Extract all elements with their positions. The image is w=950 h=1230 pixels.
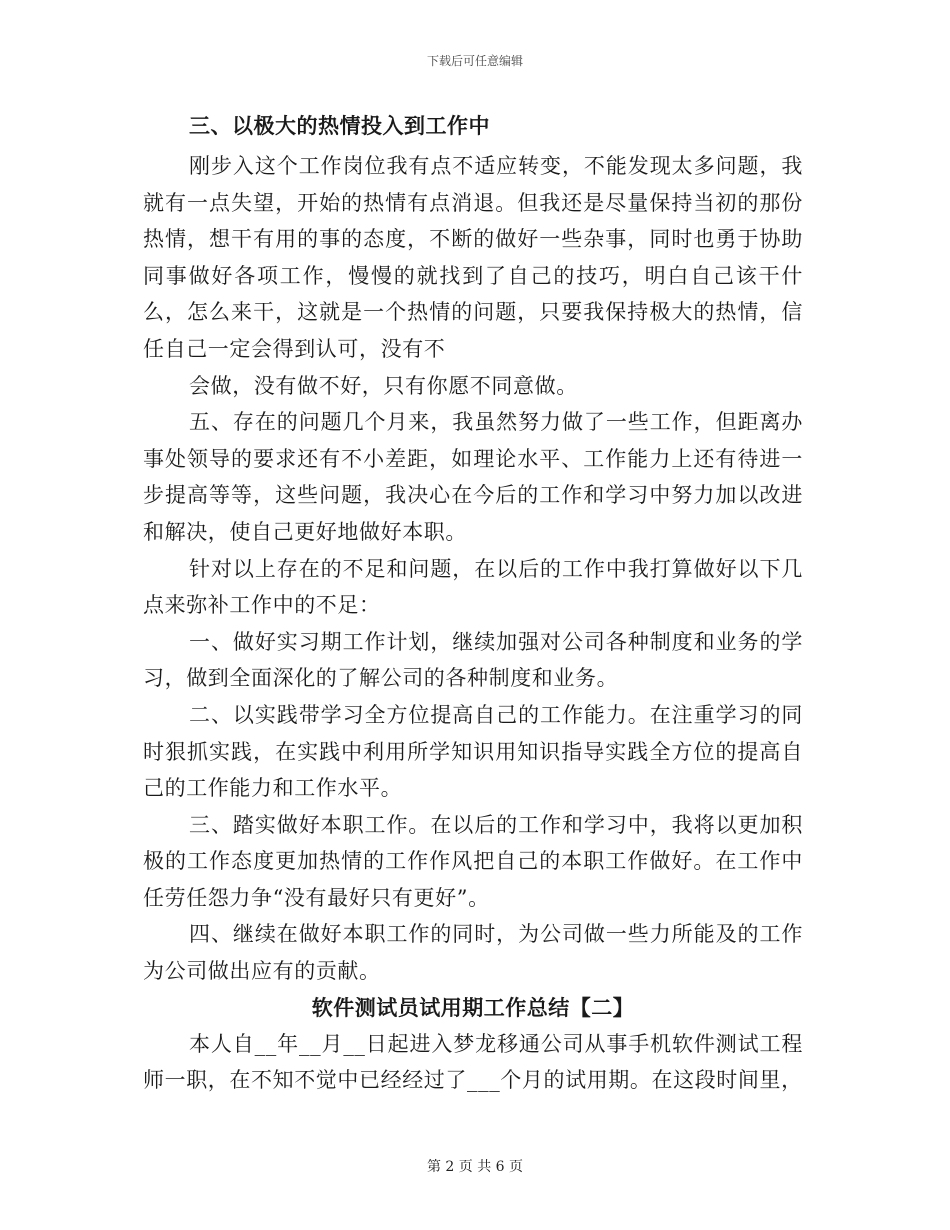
paragraph-plan-4: 四、继续在做好本职工作的同时，为公司做一些力所能及的工作为公司做出应有的贡献。	[143, 922, 803, 984]
paragraph-plan-intro: 针对以上存在的不足和问题，在以后的工作中我打算做好以下几点来弥补工作中的不足：	[143, 556, 803, 618]
document-body	[143, 108, 803, 1099]
header-note: 下载后可任意编辑	[426, 54, 523, 68]
paragraph-plan-3: 三、踏实做好本职工作。在以后的工作和学习中，我将以更加积极的工作态度更加热情的工作作风把自己的本职工作做好。在工作中任劳任怨力争“没有最好只有更好”。	[143, 812, 803, 910]
paragraph-plan-2: 二、以实践带学习全方位提高自己的工作能力。在注重学习的同时狠抓实践，在实践中利用所学知识用知识指导实践全方位的提高自己的工作能力和工作水平。	[143, 702, 803, 801]
section-title: 软件测试员试用期工作总结【二】	[311, 994, 635, 1020]
section-heading: 三、以极大的热情投入到工作中	[189, 113, 490, 138]
paragraph-section-intro: 本人自__年__月__日起进入梦龙移通公司从事手机软件测试工程师一职，在不知不觉中已经经过了___个月的试用期。在这段时间里，	[143, 1031, 803, 1093]
paragraph-problems: 五、存在的问题几个月来，我虽然努力做了一些工作，但距离办事处领导的要求还有不小差距，如理论水平、工作能力上还有待进一步提高等等，这些问题，我决心在今后的工作和学习中努力加以改进和解决，使自己更好地做好本职。	[143, 410, 803, 544]
paragraph-enthusiasm: 刚步入这个工作岗位我有点不适应转变，不能发现太多问题，我就有一点失望，开始的热情有点消退。但我还是尽量保持当初的那份热情，想干有用的事的态度，不断的做好一些杂事，同时也勇于协助同事做好各项工作，慢慢的就找到了自己的技巧，明白自己该干什么，怎么来干，这就是一个热情的问题，只要我保持极大的热情，信任自己一定会得到认可，没有不	[143, 154, 803, 361]
page-footer: 第 2 页 共 6 页	[426, 1159, 524, 1175]
paragraph-plan-1: 一、做好实习期工作计划，继续加强对公司各种制度和业务的学习，做到全面深化的了解公司的各种制度和业务。	[143, 629, 803, 691]
paragraph-continuation: 会做，没有做不好，只有你愿不同意做。	[189, 373, 578, 398]
